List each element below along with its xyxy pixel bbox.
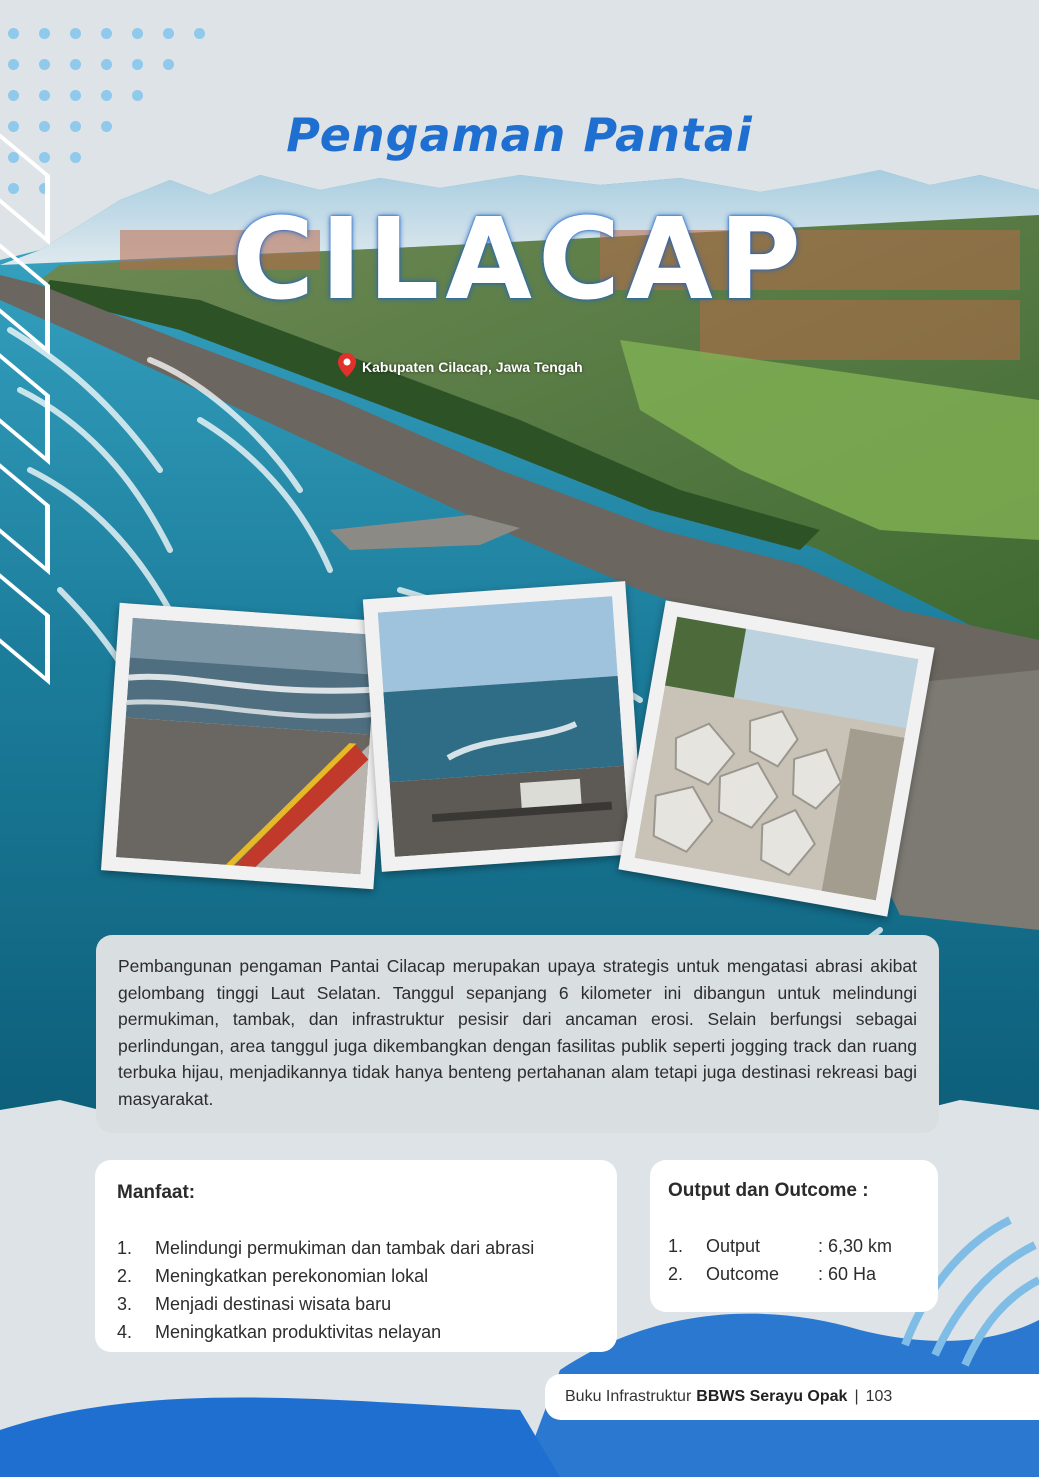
stripe-shape bbox=[0, 565, 50, 685]
footer-separator: | bbox=[854, 1388, 859, 1405]
list-number: 2. bbox=[668, 1264, 684, 1284]
decorative-dot bbox=[70, 28, 81, 39]
footer-publisher: BBWS Serayu Opak bbox=[696, 1388, 848, 1405]
tetrapod-photo bbox=[635, 617, 919, 901]
list-number: 1. bbox=[117, 1238, 133, 1258]
page-footer bbox=[545, 1374, 1039, 1420]
footer-prefix: Buku Infrastruktur bbox=[565, 1388, 692, 1405]
output-card bbox=[650, 1160, 938, 1312]
photo-frame-tetrapods bbox=[618, 600, 934, 916]
output-label: Output bbox=[706, 1236, 761, 1256]
location-label bbox=[338, 353, 583, 380]
list-number: 2. bbox=[117, 1266, 133, 1286]
decorative-dot bbox=[39, 59, 50, 70]
list-number: 4. bbox=[117, 1322, 133, 1342]
manfaat-title: Manfaat: bbox=[117, 1182, 196, 1203]
list-item bbox=[117, 1262, 595, 1290]
decorative-dot bbox=[39, 90, 50, 101]
decorative-dot bbox=[132, 59, 143, 70]
page-number: 103 bbox=[865, 1388, 893, 1405]
output-value: : 60 Ha bbox=[818, 1264, 877, 1284]
decorative-dot bbox=[132, 28, 143, 39]
location-text: Kabupaten Cilacap, Jawa Tengah bbox=[362, 358, 583, 375]
page-subtitle: Pengaman Pantai bbox=[286, 108, 753, 162]
decorative-dot bbox=[163, 59, 174, 70]
decorative-dot bbox=[8, 28, 19, 39]
manfaat-card bbox=[95, 1160, 617, 1352]
stripe-shape bbox=[0, 345, 50, 465]
list-item bbox=[668, 1232, 918, 1260]
list-text: Menjadi destinasi wisata baru bbox=[155, 1294, 392, 1314]
description-card bbox=[96, 935, 939, 1133]
beach-photo bbox=[116, 618, 377, 875]
list-text: Meningkatkan perekonomian lokal bbox=[155, 1266, 429, 1286]
photo-frame-sea bbox=[363, 581, 644, 872]
decorative-dot bbox=[194, 28, 205, 39]
decorative-dot bbox=[132, 90, 143, 101]
list-text: Melindungi permukiman dan tambak dari abrasi bbox=[155, 1238, 535, 1258]
output-list bbox=[668, 1232, 918, 1288]
decorative-dot bbox=[70, 90, 81, 101]
sea-photo bbox=[378, 596, 630, 857]
output-title: Output dan Outcome : bbox=[668, 1180, 869, 1201]
photo-frame-beach bbox=[101, 603, 392, 889]
map-pin-icon bbox=[338, 353, 356, 380]
decorative-dot bbox=[101, 28, 112, 39]
decorative-dot bbox=[39, 28, 50, 39]
list-text: Meningkatkan produktivitas nelayan bbox=[155, 1322, 442, 1342]
description-text: Pembangunan pengaman Pantai Cilacap merupakan upaya strategis untuk mengatasi abrasi akibat gelombang tinggi Laut Selatan. Tanggul sepanjang 6 kilometer ini dibangun untuk melindungi permukiman, tambak, dan infrastruktur pesisir dari ancaman erosi. Selain berfungsi sebagai perlindungan, area tanggul juga dikembangkan dengan fasilitas publik seperti jogging track dan ruang terbuka hijau, menjadikannya tidak hanya benteng pertahanan alam tetapi juga destinasi rekreasi bagi masyarakat. bbox=[118, 956, 917, 1109]
list-item bbox=[117, 1290, 595, 1318]
list-item bbox=[117, 1318, 595, 1346]
decorative-dot bbox=[101, 59, 112, 70]
output-value: : 6,30 km bbox=[818, 1236, 893, 1256]
manfaat-list bbox=[117, 1234, 595, 1346]
decorative-dot bbox=[163, 28, 174, 39]
decorative-dot bbox=[8, 59, 19, 70]
stripe-shape bbox=[0, 455, 50, 575]
output-label: Outcome bbox=[706, 1264, 780, 1284]
page-title: CILACAP bbox=[232, 195, 807, 325]
decorative-dot bbox=[70, 59, 81, 70]
list-number: 3. bbox=[117, 1294, 133, 1314]
decorative-dot bbox=[8, 90, 19, 101]
list-item bbox=[117, 1234, 595, 1262]
list-number: 1. bbox=[668, 1236, 684, 1256]
decorative-dot bbox=[101, 90, 112, 101]
list-item bbox=[668, 1260, 918, 1288]
